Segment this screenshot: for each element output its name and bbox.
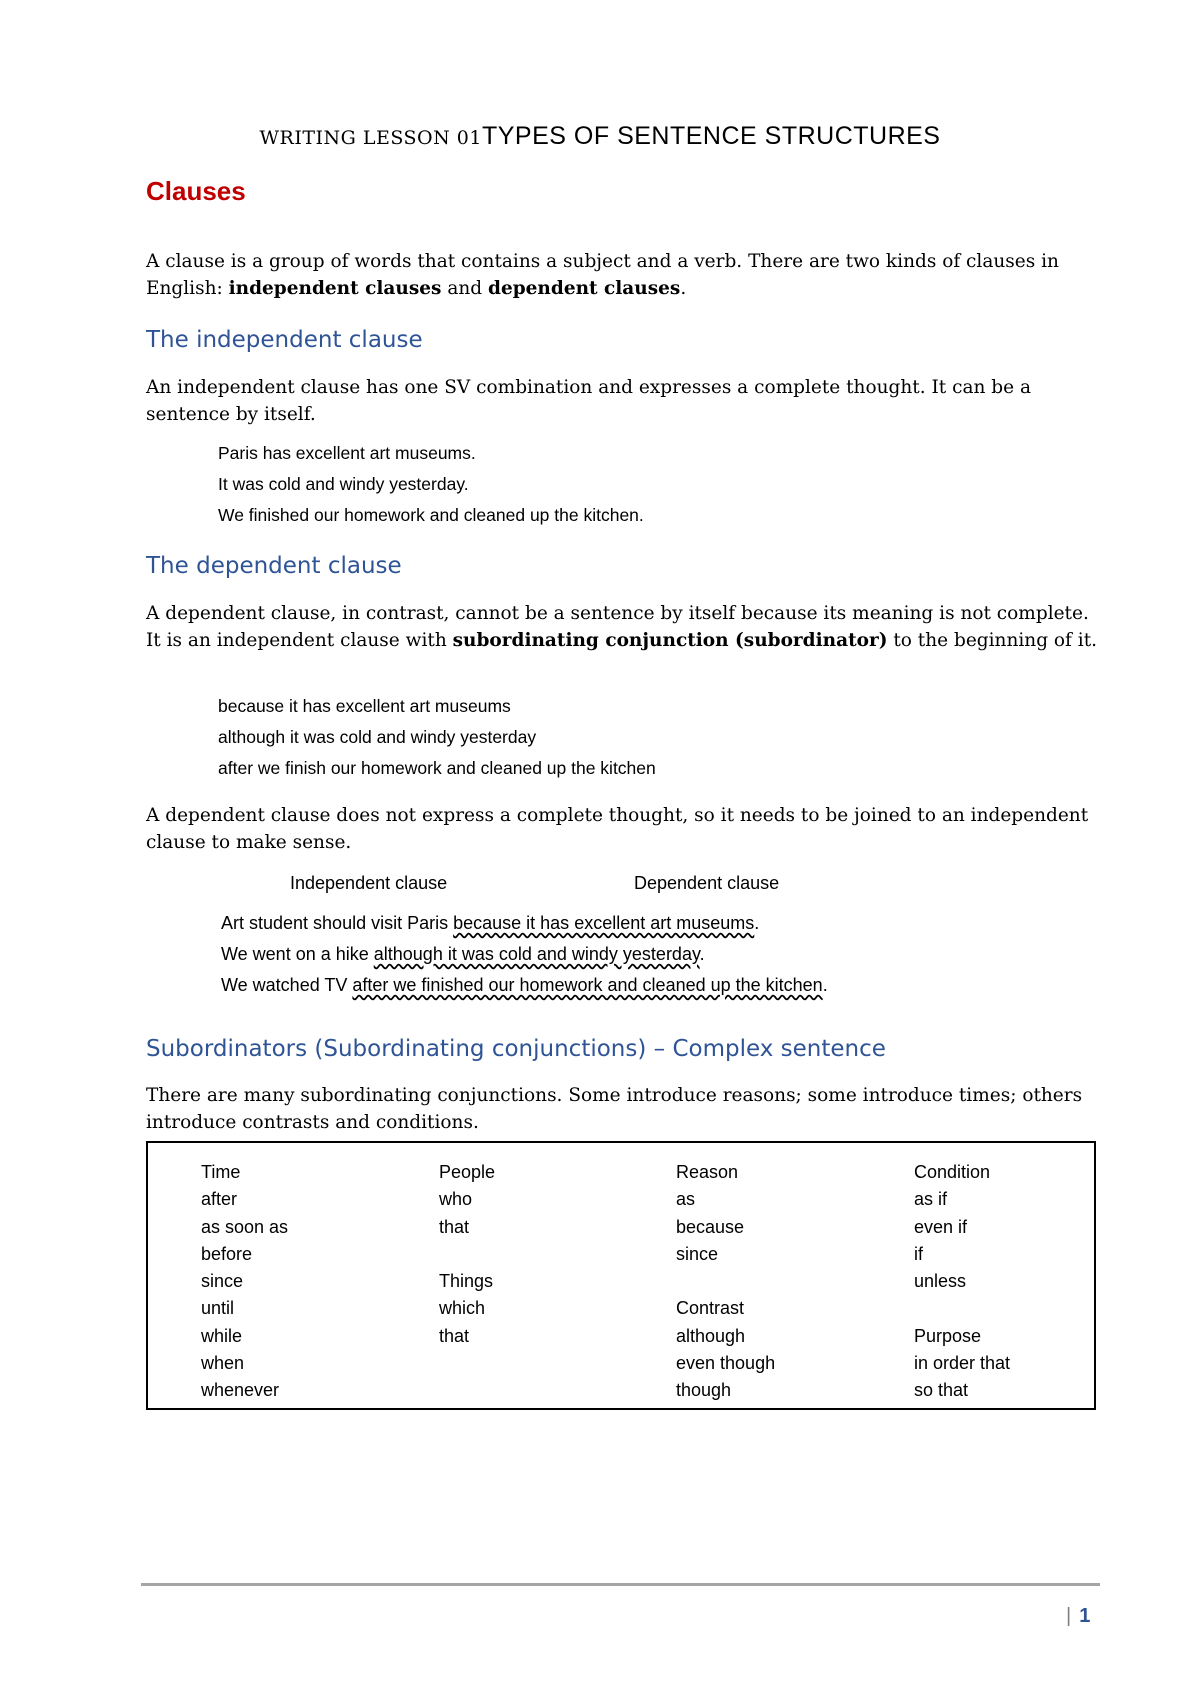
- table-cell: Condition: [914, 1162, 991, 1182]
- table-cell: so that: [914, 1380, 969, 1401]
- table-cell: Purpose: [914, 1325, 982, 1346]
- table-column-people: [439, 1159, 495, 1405]
- table-cell: Things: [439, 1271, 494, 1292]
- combined-sentence: [221, 944, 828, 975]
- independent-heading: The independent clause: [146, 327, 423, 353]
- footer-rule: [141, 1583, 1100, 1586]
- table-cell: Reason: [676, 1162, 739, 1182]
- dependent-paragraph-2: A dependent clause does not express a complete thought, so it needs to be joined to an independent clause to make sense.: [146, 805, 1089, 853]
- example-sentence: Paris has excellent art museums.: [218, 443, 476, 463]
- table-cell: unless: [914, 1271, 967, 1292]
- page-number-value: 1: [1079, 1605, 1091, 1627]
- table-cell: Contrast: [676, 1298, 745, 1319]
- table-cell: if: [914, 1243, 923, 1264]
- independent-part: Art student should visit Paris: [221, 913, 454, 933]
- table-cell: [914, 1295, 1010, 1322]
- combined-examples: [221, 913, 828, 1006]
- table-cell: until: [201, 1298, 235, 1319]
- table-cell: [676, 1268, 775, 1295]
- lesson-label: WRITING LESSON 01: [259, 127, 482, 149]
- table-cell: who: [439, 1189, 473, 1210]
- subordinators-paragraph: There are many subordinating conjunctions. Some introduce reasons; some introduce times; others introduce contrasts and conditions.: [146, 1085, 1083, 1133]
- dependent-examples: [218, 691, 656, 784]
- table-cell: as if: [914, 1189, 948, 1210]
- subordinators-table: [146, 1141, 1096, 1410]
- independent-part: We went on a hike: [221, 944, 374, 964]
- dependent-text: A dependent clause, in contrast, cannot be a sentence by itself because its meaning is not complete. It is an independent clause with: [146, 603, 1089, 651]
- table-column-time: [201, 1159, 288, 1405]
- example-clause: after we finish our homework and cleaned up the kitchen: [218, 758, 656, 778]
- table-cell: in order that: [914, 1353, 1011, 1374]
- independent-examples: [218, 438, 644, 531]
- table-cell: [439, 1241, 495, 1268]
- combined-sentence: [221, 975, 828, 1006]
- sentence-end: .: [822, 975, 828, 995]
- lesson-topic: TYPES OF SENTENCE STRUCTURES: [481, 122, 941, 150]
- table-cell: even if: [914, 1216, 968, 1237]
- sentence-end: .: [699, 944, 705, 964]
- independent-paragraph: An independent clause has one SV combination and expresses a complete thought. It can be a sentence by itself.: [146, 377, 1031, 425]
- table-cell: before: [201, 1243, 253, 1264]
- example-sentence: We finished our homework and cleaned up the kitchen.: [218, 505, 644, 525]
- independent-clause-label: Independent clause: [290, 873, 448, 893]
- clauses-intro: [146, 248, 1106, 302]
- table-cell: even though: [676, 1353, 776, 1374]
- combined-sentence: [221, 913, 828, 944]
- table-cell: that: [439, 1325, 470, 1346]
- intro-bold-dependent: dependent clauses: [488, 278, 681, 299]
- dependent-text-end: to the beginning of it.: [887, 630, 1098, 651]
- table-cell: since: [201, 1271, 244, 1292]
- page-title: [0, 122, 1200, 151]
- example-clause: although it was cold and windy yesterday: [218, 727, 537, 747]
- dependent-paragraph: [146, 600, 1106, 654]
- independent-part: We watched TV: [221, 975, 353, 995]
- page-number: [1066, 1605, 1090, 1628]
- dependent-heading: The dependent clause: [146, 553, 402, 579]
- table-cell: [439, 1350, 495, 1377]
- example-sentence: It was cold and windy yesterday.: [218, 474, 469, 494]
- sentence-end: .: [754, 913, 760, 933]
- dependent-part: because it has excellent art museums: [453, 913, 755, 933]
- table-cell: though: [676, 1380, 732, 1401]
- table-cell: although: [676, 1325, 746, 1346]
- table-cell: when: [201, 1353, 245, 1374]
- table-cell: [439, 1377, 495, 1404]
- table-cell: since: [676, 1243, 719, 1264]
- dependent-bold-term: subordinating conjunction (subordinator): [452, 630, 888, 651]
- table-cell: Time: [201, 1162, 241, 1182]
- example-clause: because it has excellent art museums: [218, 696, 511, 716]
- subordinators-heading: Subordinators (Subordinating conjunctions) – Complex sentence: [146, 1036, 886, 1062]
- intro-text-and: and: [441, 278, 489, 299]
- clauses-heading: Clauses: [146, 176, 246, 206]
- table-cell: as soon as: [201, 1216, 289, 1237]
- intro-text: A clause is a group of words that contains a subject and a verb. There are two kinds of clauses in English:: [146, 251, 1059, 299]
- table-cell: while: [201, 1325, 243, 1346]
- page-number-separator: |: [1066, 1605, 1072, 1627]
- intro-bold-independent: independent clauses: [228, 278, 442, 299]
- intro-text-end: .: [680, 278, 687, 299]
- table-cell: People: [439, 1162, 496, 1182]
- dependent-part: after we finished our homework and cleaned up the kitchen: [352, 975, 823, 995]
- table-cell: as: [676, 1189, 696, 1210]
- table-cell: that: [439, 1216, 470, 1237]
- table-column-condition: [914, 1159, 1010, 1405]
- table-cell: whenever: [201, 1380, 280, 1401]
- table-column-reason: [676, 1159, 775, 1405]
- table-cell: which: [439, 1298, 486, 1319]
- dependent-clause-label: Dependent clause: [634, 873, 780, 893]
- table-cell: because: [676, 1216, 745, 1237]
- dependent-part: although it was cold and windy yesterday: [373, 944, 700, 964]
- table-cell: after: [201, 1189, 238, 1210]
